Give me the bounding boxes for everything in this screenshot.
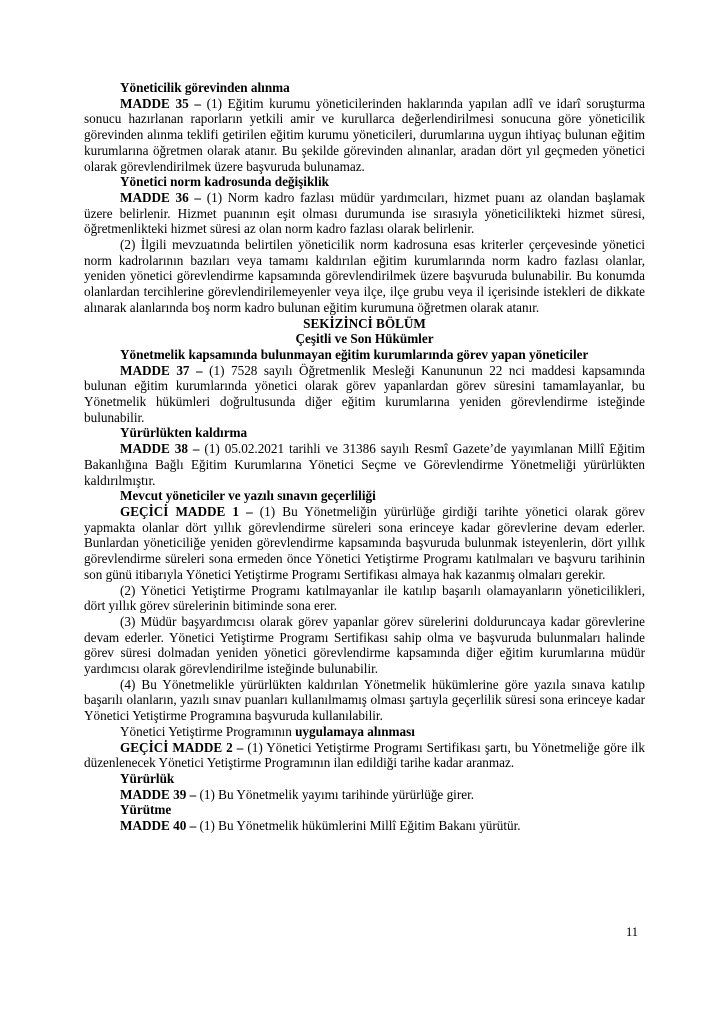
section-heading: Yönetici Yetiştirme Programının uygulamaya alınması (120, 723, 415, 739)
article-paragraph: MADDE 36 – (1) Norm kadro fazlası müdür yardımcıları, hizmet puanı az olandan başlamak üzere belirlenir. Hizmet puanının eşit olması durumunda ise sırasıyla yöneticilikteki hizmet süresi, öğretmenlikteki hizmet süresi az olan norm kadro fazlası olarak belirlenir. (84, 189, 645, 237)
chapter-heading: SEKİZİNCİ BÖLÜM (303, 315, 426, 331)
section-heading: Yöneticilik görevinden alınma (120, 80, 290, 95)
article-paragraph: MADDE 39 – (1) Bu Yönetmelik yayımı tarihinde yürürlüğe girer. (120, 786, 475, 802)
article-paragraph: (4) Bu Yönetmelikle yürürlükten kaldırılan Yönetmelik hükümlerine göre yazıla sınava katılıp başarılı olanların, yazılı sınav puanları kullanılmamış olması şartıyla geçerlilik süresi sona erinceye kadar Yönetici Yetiştirme Programına başvuruda kullanılabilir. (84, 676, 645, 724)
article-number: MADDE 40 – (120, 818, 197, 834)
article-paragraph: MADDE 38 – (1) 05.02.2021 tarihli ve 31386 sayılı Resmî Gazete’de yayımlanan Millî Eğitim Bakanlığına Bağlı Eğitim Kurumlarına Yönetici Seçme ve Görevlendirme Yönetmeliği yürürlükten kaldırılmıştır. (84, 441, 645, 488)
article-number: MADDE 37 – (120, 362, 203, 378)
section-heading: Mevcut yöneticiler ve yazılı sınavın geçerliliği (120, 488, 376, 504)
article-number: GEÇİCİ MADDE 1 – (120, 503, 253, 519)
article-paragraph: (3) Müdür başyardımcısı olarak görev yapanlar görev sürelerini dolduruncaya kadar görevlerine devam ederler. Yönetici Yetiştirme Programı Sertifikası sahip olma ve başvuruda bulunmaları halinde görev süresi dolmadan yeniden yönetici görevlendirme kapsamında diğer eğitim kurumlarına müdür yardımcısı olarak görevlendirilme isteğinde bulunabilir. (84, 613, 645, 677)
article-paragraph: GEÇİCİ MADDE 1 – (1) Bu Yönetmeliğin yürürlüğe girdiği tarihte yönetici olarak görev yapmakta olanlar dört yıllık görevlendirme süreleri sona erinceye kadar görevlerine devam ederler. Bunlardan yöneticiliğe yeniden görevlendirme kapsamında başvuruda bulunmak isteyenlerin, dört yıllık görevlendirme süreleri sona ermeden önce Yönetici Yetiştirme Programı katılmaları ve başvuru tarihinin son günü itibarıyla Yönetici Yetiştirme Programı Sertifikası almaya hak kazanmış olmaları gerekir. (84, 503, 645, 582)
chapter-subheading: Çeşitli ve Son Hükümler (295, 331, 434, 347)
section-heading: Yürürlük (120, 770, 175, 786)
article-number: MADDE 35 – (120, 95, 201, 111)
article-paragraph: MADDE 40 – (1) Bu Yönetmelik hükümlerini Millî Eğitim Bakanı yürütür. (120, 818, 521, 834)
article-paragraph: MADDE 37 – (1) 7528 sayılı Öğretmenlik Mesleği Kanununun 22 nci maddesi kapsamında bulunan eğitim kurumlarında yönetici olarak görev yapanlardan görev süresini tamamlayanlar, bu Yönetmelik hükümleri doğrultusunda diğer eğitim kurumlarına yeniden görevlendirme isteğinde bulunabilir. (84, 362, 645, 425)
article-paragraph: GEÇİCİ MADDE 2 – (1) Yönetici Yetiştirme Programı Sertifikası şartı, bu Yönetmeliğe göre ilk düzenlenecek Yönetici Yetiştirme Programının ilan edildiği tarihe kadar aranmaz. (84, 739, 645, 771)
article-number: GEÇİCİ MADDE 2 – (120, 739, 244, 755)
article-paragraph: (2) Yönetici Yetiştirme Programı katılmayanlar ile katılıp başarılı olamayanların yöneticilikleri, dört yıllık görev sürelerinin bitiminde sona erer. (84, 582, 645, 614)
article-number: MADDE 39 – (120, 786, 197, 802)
article-paragraph: (2) İlgili mevzuatında belirtilen yöneticilik norm kadrosuna esas kriterler çerçevesinde yönetici norm kadrolarının bazıları veya tamamı kaldırılan eğitim kurumlarında norm kadro fazlası olanlar, yeniden yönetici görevlendirme kapsamında görevlendirilmek üzere başvuruda bulunabilir. Bu konumda olanlardan tercihlerine görevlendirilemeyenler veya ilçe, ilçe grubu veya il içerisinde istekleri de dikkate alınarak alanlarında boş norm kadro bulunan eğitim kurumuna öğretmen olarak atanır. (84, 237, 645, 315)
article-number: MADDE 38 – (120, 441, 200, 457)
article-paragraph: MADDE 35 – (1) Eğitim kurumu yöneticilerinden haklarında yapılan adlî ve idarî soruşturma sonucu hazırlanan raporların yetkili amir ve kurullarca değerlendirilmesi sonucuna göre yöneticilik görevinden alınma teklifi getirilen eğitim kurumu yöneticileri, durumlarına uygun ihtiyaç bulunan eğitim kurumlarına öğretmen olarak atanır. Bu şekilde görevinden alınanlar, aradan dört yıl geçmeden yönetici olarak görevlendirilmek üzere başvuruda bulunamaz. (84, 95, 645, 174)
article-number: MADDE 36 – (120, 189, 202, 205)
section-heading: Yönetmelik kapsamında bulunmayan eğitim kurumlarında görev yapan yöneticiler (120, 346, 589, 362)
page-number: 11 (625, 925, 638, 939)
section-heading: Yönetici norm kadrosunda değişiklik (120, 174, 329, 190)
section-heading: Yürütme (120, 802, 172, 818)
document-body (84, 80, 645, 834)
section-heading: Yürürlükten kaldırma (120, 425, 248, 441)
